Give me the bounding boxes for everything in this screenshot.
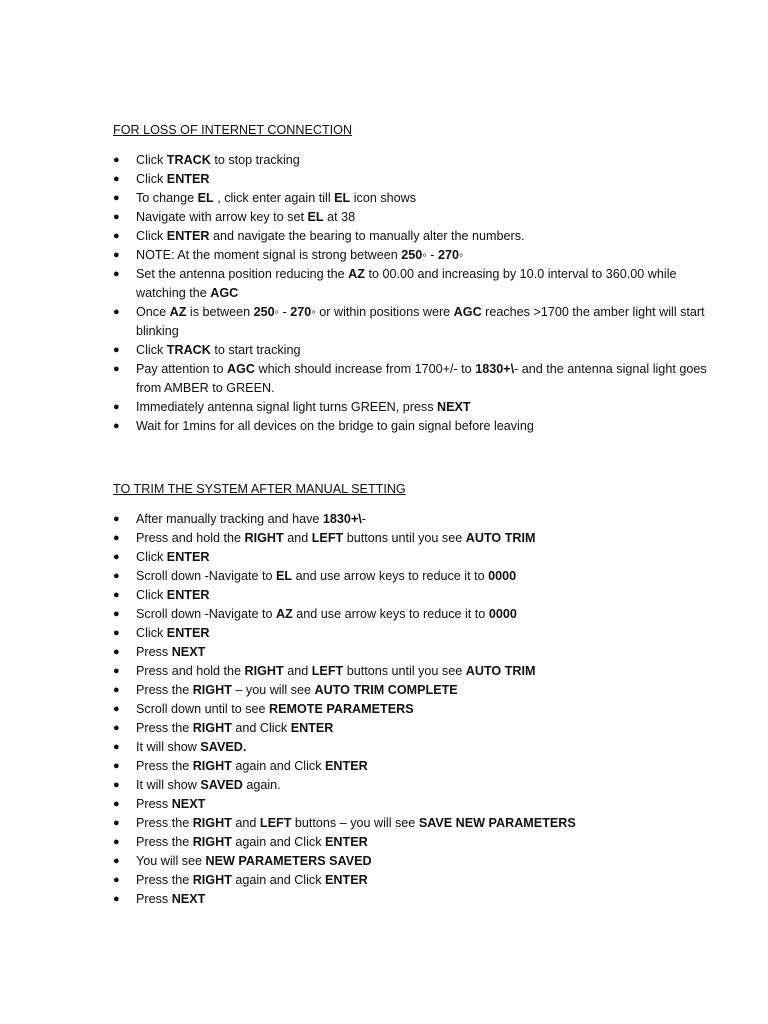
bold-text: RIGHT (192, 816, 232, 830)
bold-text: SAVED (200, 778, 243, 792)
list-item (113, 871, 713, 890)
item-text: to 00.00 and increasing by 10.0 interval to 360.00 while watching the (136, 267, 677, 300)
list-item (113, 738, 713, 757)
bold-text: ENTER (290, 721, 334, 735)
item-text: again and Click (231, 873, 325, 887)
section-heading: FOR LOSS OF INTERNET CONNECTION (113, 123, 353, 137)
item-text: at 38 (323, 210, 356, 224)
list-item (113, 795, 713, 814)
item-text: NOTE: At the moment signal is strong between (136, 248, 402, 262)
item-text: Press the (136, 816, 193, 830)
list-item (113, 529, 713, 548)
bullet-icon: ● (113, 420, 120, 432)
bold-text: 250 (253, 305, 275, 319)
list-item (113, 265, 713, 303)
bold-text: 270 (290, 305, 312, 319)
list-item (113, 833, 713, 852)
bold-text: NEXT (171, 645, 206, 659)
bullet-icon: ● (113, 646, 120, 658)
list-item (113, 624, 713, 643)
item-text: again and Click (231, 759, 325, 773)
bold-text: AGC (210, 286, 239, 300)
bold-text: AZ (276, 607, 293, 621)
list-item (113, 398, 713, 417)
bold-text: NEXT (437, 400, 471, 414)
list-item (113, 360, 713, 398)
bullet-icon: ● (113, 741, 120, 753)
list-item (113, 417, 713, 436)
item-text: – you will see (231, 683, 315, 697)
list-item (113, 208, 713, 227)
bullet-icon: ● (113, 363, 120, 375)
bold-text: 250 (401, 248, 423, 262)
bold-text: AUTO TRIM (465, 531, 536, 545)
bullet-icon: ● (113, 532, 120, 544)
bold-text: 0000 (488, 607, 517, 621)
item-text: - (361, 512, 366, 526)
bullet-icon: ● (113, 249, 120, 261)
bold-text: RIGHT (192, 721, 232, 735)
bullet-icon: ● (113, 211, 120, 223)
bold-text: ENTER (325, 759, 368, 773)
bullet-icon: ● (113, 684, 120, 696)
bold-text: EL (334, 191, 351, 205)
item-text: Wait for 1mins for all devices on the bridge to gain signal before leaving (136, 419, 534, 433)
section-heading: TO TRIM THE SYSTEM AFTER MANUAL SETTING (113, 482, 406, 496)
list-item (113, 303, 713, 341)
item-text: again and Click (231, 835, 325, 849)
item-text: Once (136, 305, 170, 319)
item-text: Press the (136, 759, 193, 773)
bold-text: LEFT (311, 531, 344, 545)
item-text: Immediately antenna signal light turns GREEN, press (136, 400, 437, 414)
item-text: icon shows (350, 191, 417, 205)
bullet-icon: ● (113, 817, 120, 829)
bold-text: RIGHT (244, 664, 284, 678)
list-item (113, 662, 713, 681)
bold-text: 270 (437, 248, 459, 262)
item-text: Click (136, 626, 167, 640)
bold-text: RIGHT (192, 683, 232, 697)
bullet-icon: ● (113, 722, 120, 734)
item-text: reaches >1700 the amber light will start blinking (136, 305, 705, 338)
bullet-icon: ● (113, 306, 120, 318)
bold-text: TRACK (166, 343, 211, 357)
item-text: It will show (136, 740, 201, 754)
item-text: Pay attention to (136, 362, 228, 376)
item-text: Click (136, 229, 167, 243)
item-text: , click enter again till (213, 191, 335, 205)
bold-text: ENTER (325, 835, 368, 849)
item-text: Press the (136, 721, 193, 735)
bold-text: ENTER (166, 229, 210, 243)
item-text: ◦ (458, 248, 464, 262)
bold-text: ENTER (166, 172, 210, 186)
section-internet-loss (113, 121, 713, 436)
item-text: Click (136, 172, 167, 186)
item-text: buttons until you see (343, 664, 466, 678)
bullet-icon: ● (113, 836, 120, 848)
item-text: Click (136, 153, 167, 167)
item-text: ◦ - (274, 305, 291, 319)
bullet-icon: ● (113, 608, 120, 620)
list-item (113, 719, 713, 738)
item-text: Scroll down until to see (136, 702, 270, 716)
list-item (113, 852, 713, 871)
item-text: Set the antenna position reducing the (136, 267, 349, 281)
bullet-icon: ● (113, 798, 120, 810)
list-item (113, 643, 713, 662)
bold-text: RIGHT (192, 873, 232, 887)
item-text: Press (136, 797, 172, 811)
item-text: Click (136, 343, 167, 357)
bold-text: AZ (348, 267, 365, 281)
item-text: ◦ or within positions were (311, 305, 454, 319)
item-text: Press the (136, 835, 193, 849)
bullet-icon: ● (113, 589, 120, 601)
item-text: and (283, 664, 312, 678)
list-item (113, 814, 713, 833)
item-text: Click (136, 588, 167, 602)
bullet-icon: ● (113, 192, 120, 204)
item-text: is between (186, 305, 254, 319)
list-item (113, 246, 713, 265)
list-item (113, 605, 713, 624)
bold-text: RIGHT (244, 531, 284, 545)
item-text: Scroll down -Navigate to (136, 607, 276, 621)
item-text: To change (136, 191, 198, 205)
list-item (113, 681, 713, 700)
bullet-icon: ● (113, 627, 120, 639)
bold-text: NEXT (171, 797, 206, 811)
bullet-icon: ● (113, 893, 120, 905)
item-text: ◦ - (422, 248, 438, 262)
bold-text: SAVE NEW PARAMETERS (418, 816, 576, 830)
list-item (113, 890, 713, 909)
bold-text: 1830+\ (322, 512, 362, 526)
item-text: Press the (136, 683, 193, 697)
list-item (113, 170, 713, 189)
bullet-icon: ● (113, 665, 120, 677)
bold-text: NEW PARAMETERS SAVED (205, 854, 372, 868)
bold-text: SAVED. (200, 740, 247, 754)
list-item (113, 757, 713, 776)
bold-text: TRACK (166, 153, 211, 167)
list-item (113, 567, 713, 586)
list-item (113, 151, 713, 170)
bold-text: AGC (227, 362, 256, 376)
item-text: Press (136, 892, 172, 906)
item-text: After manually tracking and have (136, 512, 323, 526)
item-text: which should increase from 1700+/- to (255, 362, 476, 376)
item-text: Navigate with arrow key to set (136, 210, 308, 224)
bold-text: EL (197, 191, 214, 205)
bullet-icon: ● (113, 344, 120, 356)
bold-text: EL (276, 569, 293, 583)
item-text: and (283, 531, 312, 545)
item-text: Scroll down -Navigate to (136, 569, 276, 583)
item-text: and Click (231, 721, 291, 735)
bold-text: ENTER (166, 550, 210, 564)
bullet-icon: ● (113, 760, 120, 772)
list-item (113, 586, 713, 605)
bold-text: AUTO TRIM COMPLETE (314, 683, 458, 697)
bullet-icon: ● (113, 703, 120, 715)
bold-text: RIGHT (192, 835, 232, 849)
bold-text: ENTER (325, 873, 368, 887)
bold-text: RIGHT (192, 759, 232, 773)
instruction-list (113, 151, 713, 436)
item-text: again. (242, 778, 281, 792)
item-text: to stop tracking (210, 153, 300, 167)
bullet-icon: ● (113, 173, 120, 185)
item-text: You will see (136, 854, 206, 868)
bold-text: ENTER (166, 588, 210, 602)
bold-text: LEFT (259, 816, 292, 830)
list-item (113, 341, 713, 360)
bullet-icon: ● (113, 230, 120, 242)
bold-text: REMOTE PARAMETERS (269, 702, 414, 716)
item-text: Press the (136, 873, 193, 887)
bullet-icon: ● (113, 855, 120, 867)
bold-text: 0000 (488, 569, 517, 583)
list-item (113, 548, 713, 567)
item-text: to start tracking (210, 343, 301, 357)
item-text: and navigate the bearing to manually alter the numbers. (209, 229, 525, 243)
bullet-icon: ● (113, 779, 120, 791)
bullet-icon: ● (113, 570, 120, 582)
item-text: It will show (136, 778, 201, 792)
item-text: Press and hold the (136, 531, 245, 545)
bold-text: AUTO TRIM (465, 664, 536, 678)
instruction-list (113, 510, 713, 909)
item-text: and (231, 816, 260, 830)
bold-text: LEFT (311, 664, 344, 678)
bullet-icon: ● (113, 874, 120, 886)
bold-text: 1830+\ (475, 362, 515, 376)
bullet-icon: ● (113, 401, 120, 413)
list-item (113, 776, 713, 795)
item-text: Click (136, 550, 167, 564)
bullet-icon: ● (113, 551, 120, 563)
list-item (113, 189, 713, 208)
item-text: buttons – you will see (291, 816, 419, 830)
bold-text: NEXT (171, 892, 206, 906)
bold-text: ENTER (166, 626, 210, 640)
list-item (113, 700, 713, 719)
list-item (113, 227, 713, 246)
item-text: buttons until you see (343, 531, 466, 545)
item-text: Press and hold the (136, 664, 245, 678)
item-text: and use arrow keys to reduce it to (292, 569, 489, 583)
section-trim-system (113, 480, 713, 909)
bullet-icon: ● (113, 154, 120, 166)
bold-text: AGC (453, 305, 482, 319)
item-text: and use arrow keys to reduce it to (292, 607, 489, 621)
bullet-icon: ● (113, 268, 120, 280)
bold-text: EL (307, 210, 324, 224)
item-text: - and the antenna signal light goes from AMBER to GREEN. (136, 362, 707, 395)
list-item (113, 510, 713, 529)
bold-text: AZ (169, 305, 187, 319)
item-text: Press (136, 645, 172, 659)
bullet-icon: ● (113, 513, 120, 525)
